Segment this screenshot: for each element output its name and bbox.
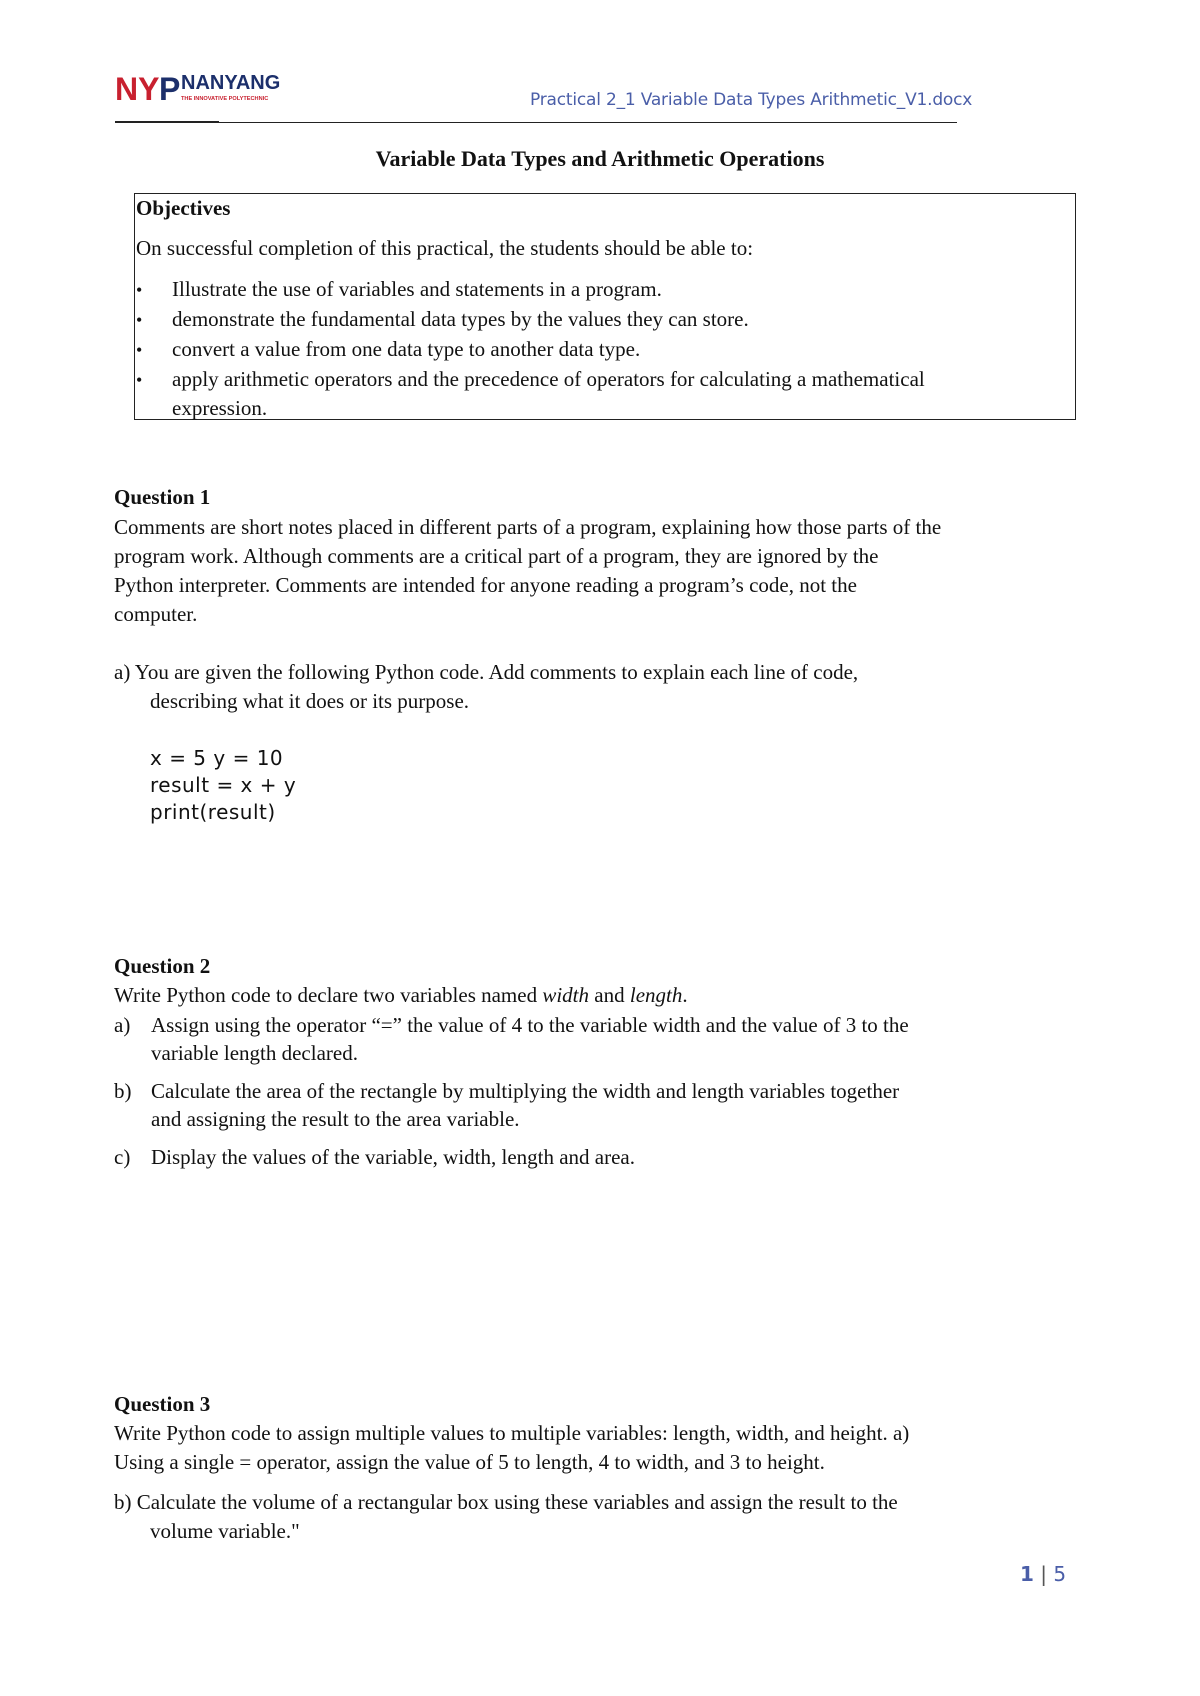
q2-item-line: Display the values of the variable, width, length and area. [151,1145,636,1169]
q1-text-line: computer. [114,602,198,626]
objectives-intro: On successful completion of this practical, the students should be able to: [136,236,754,260]
nyp-logo-mark [115,70,285,110]
q1-text-line: Comments are short notes placed in different parts of a program, explaining how those parts of the [114,515,942,539]
objectives-heading: Objectives [136,196,231,220]
q2-intro [114,983,688,1008]
objective-item-continued: expression. [172,396,268,420]
objective-item: demonstrate the fundamental data types by the values they can store. [172,307,749,331]
q3-text-line: Write Python code to assign multiple values to multiple variables: length, width, and height. a) [114,1421,910,1445]
code-line: print(result) [150,800,276,824]
q2-item-line: and assigning the result to the area variable. [151,1107,520,1131]
q1-part-a-line: describing what it does or its purpose. [150,689,470,713]
q3-part-b-line: volume variable." [150,1519,300,1543]
svg-text:NANYANG: NANYANG [181,72,281,94]
bullet-marker: • [136,340,143,360]
question-3-heading: Question 3 [114,1392,211,1416]
total-pages: 5 [1053,1562,1067,1586]
q3-part-b-line: b) Calculate the volume of a rectangular box using these variables and assign the result to the [114,1490,898,1514]
svg-text:THE INNOVATIVE POLYTECHNIC: THE INNOVATIVE POLYTECHNIC [181,96,269,102]
bullet-marker: • [136,370,143,390]
q2-intro-text: . [682,983,688,1007]
q2-item-label: a) [114,1013,131,1037]
q2-item-line: Assign using the operator “=” the value of 4 to the variable width and the value of 3 to the [151,1013,909,1037]
code-line: x = 5 y = 10 [150,746,284,770]
q2-intro-text: and [589,983,630,1007]
q1-text-line: Python interpreter. Comments are intended for anyone reading a program’s code, not the [114,573,857,597]
svg-text:P: P [159,71,181,107]
header-file-name: Practical 2_1 Variable Data Types Arithmetic_V1.docx [530,90,973,110]
q3-text-line: Using a single = operator, assign the value of 5 to length, 4 to width, and 3 to height. [114,1450,825,1474]
q2-item-line: Calculate the area of the rectangle by multiplying the width and length variables together [151,1079,900,1103]
nyp-logo [115,70,285,110]
document-title: Variable Data Types and Arithmetic Operations [375,146,825,171]
objective-item: apply arithmetic operators and the precedence of operators for calculating a mathematical [172,367,925,391]
objective-item: convert a value from one data type to another data type. [172,337,641,361]
q2-item-line: variable length declared. [151,1041,358,1065]
q2-item-label: b) [114,1079,132,1103]
q1-text-line: program work. Although comments are a critical part of a program, they are ignored by the [114,544,879,568]
q1-part-a-line: a) You are given the following Python code. Add comments to explain each line of code, [114,660,859,684]
question-1-heading: Question 1 [114,485,211,509]
q2-intro-var-width: width [542,983,590,1007]
header-rule [115,122,957,123]
page-number [1020,1562,1066,1586]
bullet-marker: • [136,280,143,300]
q2-intro-text: Write Python code to declare two variables named [114,983,543,1007]
objective-item: Illustrate the use of variables and statements in a program. [172,277,662,301]
svg-text:NY: NY [115,71,160,107]
q2-item-label: c) [114,1145,131,1169]
page-separator: | [1040,1562,1048,1586]
question-2-heading: Question 2 [114,954,211,978]
current-page: 1 [1020,1562,1034,1586]
q2-intro-var-length: length [629,983,683,1007]
code-line: result = x + y [150,773,297,797]
bullet-marker: • [136,310,143,330]
